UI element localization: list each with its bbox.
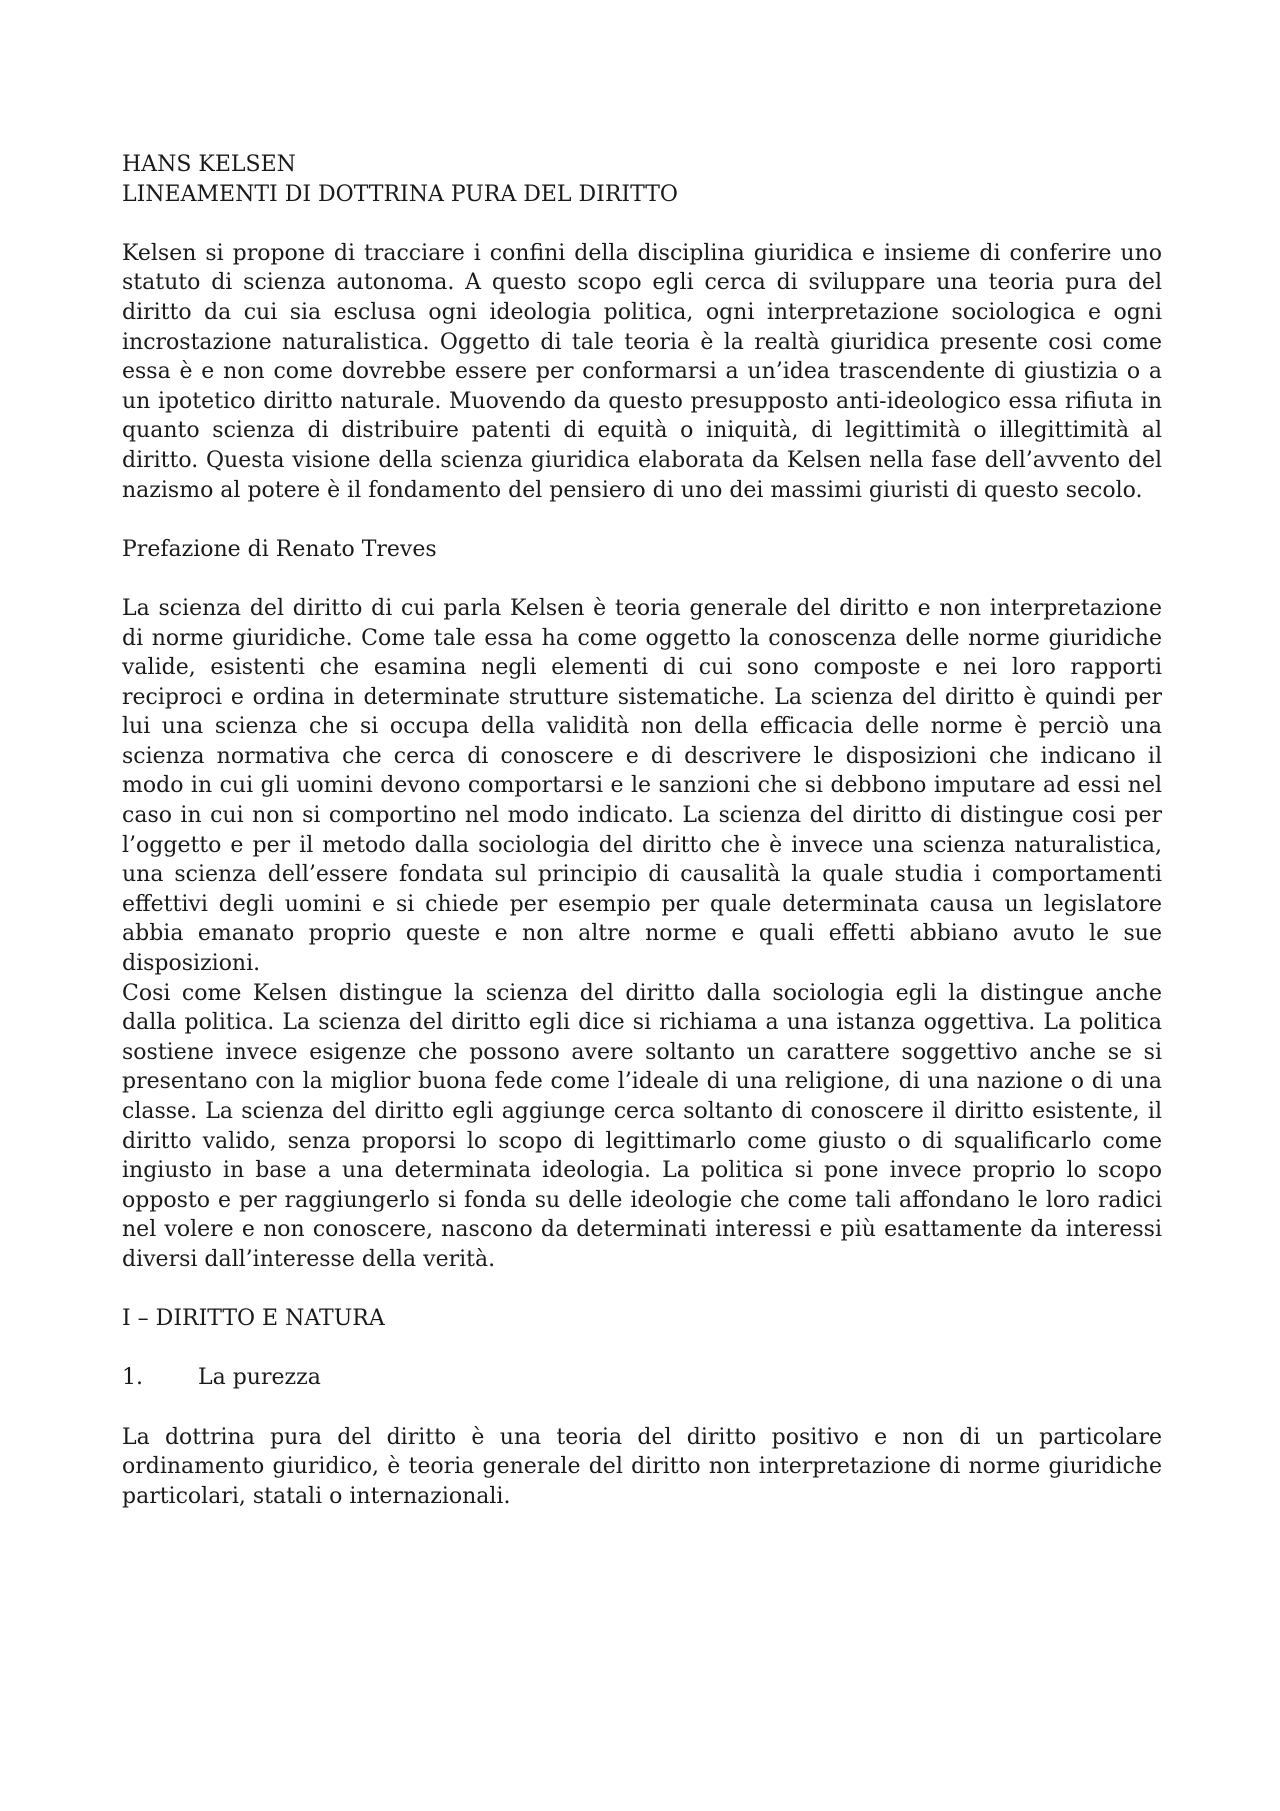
spacer	[122, 1275, 1162, 1305]
document-page	[122, 150, 1162, 1511]
preface-heading: Prefazione di Renato Treves	[122, 536, 437, 562]
spacer	[122, 505, 1162, 535]
spacer	[122, 1393, 1162, 1423]
preface-paragraph-1: La scienza del diritto di cui parla Kelsen è teoria generale del diritto e non interpretazione di norme giuridiche. Come tale essa ha come oggetto la conoscenza delle norme giuridiche valide, esistenti che esamina negli elementi di cui sono composte e nei loro rapporti reciproci e ordina in determinate strutture sistematiche. La scienza del diritto è quindi per lui una scienza che si occupa della validità non della efficacia delle norme è perciò una scienza normativa che cerca di conoscere e di descrivere le disposizioni che indicano il modo in cui gli uomini devono comportarsi e le sanzioni che si debbono imputare ad essi nel caso in cui non si comportino nel modo indicato. La scienza del diritto di distingue cosi per l’oggetto e per il metodo dalla sociologia del diritto che è invece una scienza naturalistica, una scienza dell’essere fondata sul principio di causalità la quale studia i comportamenti effettivi degli uomini e si chiede per esempio per quale determinata causa un legislatore abbia emanato proprio queste e non altre norme e quali effetti abbiano avuto le sue disposizioni.	[122, 595, 1162, 977]
chapter-heading: I – DIRITTO E NATURA	[122, 1306, 385, 1332]
section-heading	[122, 1363, 1162, 1393]
author-name: HANS KELSEN	[122, 152, 296, 177]
book-title: LINEAMENTI DI DOTTRINA PURA DEL DIRITTO	[122, 181, 678, 207]
spacer	[122, 209, 1162, 239]
section-paragraph: La dottrina pura del diritto è una teoria del diritto positivo e non di un particolare ordinamento giuridico, è teoria generale del diritto non interpretazione di norme giuridiche particolari, statali o internazionali.	[122, 1424, 1162, 1509]
section-number: 1.	[122, 1365, 143, 1391]
spacer	[122, 564, 1162, 594]
intro-paragraph: Kelsen si propone di tracciare i confini della disciplina giuridica e insieme di conferire uno statuto di scienza autonoma. A questo scopo egli cerca di sviluppare una teoria pura del diritto da cui sia esclusa ogni ideologia politica, ogni interpretazione sociologica e ogni incrostazione naturalistica. Oggetto di tale teoria è la realtà giuridica presente cosi come essa è e non come dovrebbe essere per conformarsi a un’idea trascendente di giustizia o a un ipotetico diritto naturale. Muovendo da questo presupposto anti-ideologico essa rifiuta in quanto scienza di distribuire patenti di equità o iniquità, di legittimità o illegittimità al diritto. Questa visione della scienza giuridica elaborata da Kelsen nella fase dell’avvento del nazismo al potere è il fondamento del pensiero di uno dei massimi giuristi di questo secolo.	[122, 240, 1162, 503]
preface-paragraph-2: Cosi come Kelsen distingue la scienza del diritto dalla sociologia egli la distingue anche dalla politica. La scienza del diritto egli dice si richiama a una istanza oggettiva. La politica sostiene invece esigenze che possono avere soltanto un carattere soggettivo anche se si presentano con la miglior buona fede come l’ideale di una religione, di una nazione o di una classe. La scienza del diritto egli aggiunge cerca soltanto di conoscere il diritto esistente, il diritto valido, senza proporsi lo scopo di legittimarlo come giusto o di squalificarlo come ingiusto in base a una determinata ideologia. La politica si pone invece proprio lo scopo opposto e per raggiungerlo si fonda su delle ideologie che come tali affondano le loro radici nel volere e non conoscere, nascono da determinati interessi e più esattamente da interessi diversi dall’interesse della verità.	[122, 980, 1162, 1272]
section-title: La purezza	[198, 1365, 321, 1391]
spacer	[122, 1334, 1162, 1364]
